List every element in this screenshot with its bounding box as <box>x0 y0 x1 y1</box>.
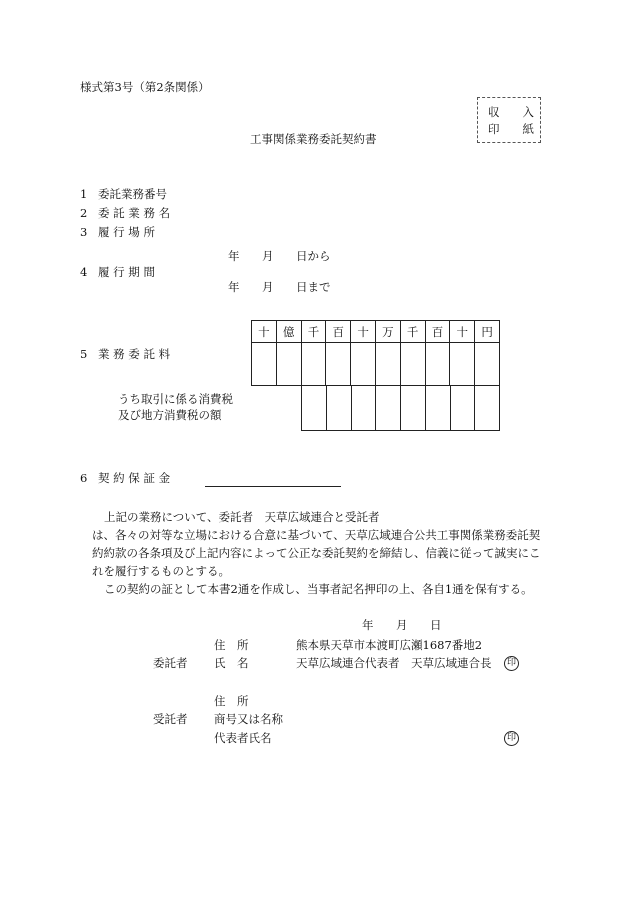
body-paragraph-4: れを履行するものとする。 <box>92 564 230 578</box>
fee-digit-cell[interactable] <box>425 343 450 386</box>
tax-digit-cell[interactable] <box>326 386 351 431</box>
guarantee-amount-line[interactable] <box>205 486 341 487</box>
fee-digit-cell[interactable] <box>351 343 376 386</box>
tax-digit-cell[interactable] <box>376 386 401 431</box>
consignee-seal-icon: 印 <box>504 731 519 746</box>
consignee-role: 受託者 <box>153 712 188 726</box>
body-paragraph-1: 上記の業務について、委託者 天草広域連合と受託者 <box>104 510 380 524</box>
consignor-address-label: 住 所 <box>214 638 249 652</box>
item-label-fee: 業 務 委 託 料 <box>98 347 171 361</box>
stamp-char: 入 <box>522 105 534 119</box>
fee-digit-cell[interactable] <box>301 343 326 386</box>
revenue-stamp-box <box>477 97 541 143</box>
body-paragraph-5: この契約の証として本書2通を作成し、当事者記名押印の上、各自1通を保有する。 <box>104 582 533 596</box>
consignor-role: 委託者 <box>153 656 188 670</box>
consignee-trade-name-label: 商号又は名称 <box>214 712 283 726</box>
unit-oku: 億 <box>276 321 301 343</box>
tax-label-line1: うち取引に係る消費税 <box>118 392 233 406</box>
tax-digit-cell[interactable] <box>302 386 327 431</box>
unit-ten: 十 <box>351 321 376 343</box>
unit-hundred: 百 <box>425 321 450 343</box>
fee-digit-cell[interactable] <box>326 343 351 386</box>
item-number: 5 <box>80 347 88 361</box>
item-label-contract-number: 委託業務番号 <box>98 187 167 201</box>
tax-digit-cell[interactable] <box>351 386 376 431</box>
fee-digit-cell[interactable] <box>450 343 475 386</box>
item-number: 4 <box>80 265 88 279</box>
item-label-period: 履 行 期 間 <box>98 265 155 279</box>
unit-ten-billion: 十 <box>252 321 277 343</box>
stamp-char: 収 <box>488 105 500 119</box>
consignor-address: 熊本県天草市本渡町広瀬1687番地2 <box>296 638 483 652</box>
item-label-guarantee: 契 約 保 証 金 <box>98 471 171 485</box>
period-from-day: 日から <box>296 249 331 263</box>
tax-amount-grid <box>301 385 500 431</box>
period-to-month: 月 <box>262 280 274 294</box>
tax-label-line2: 及び地方消費税の額 <box>118 408 222 422</box>
unit-man: 万 <box>375 321 400 343</box>
consignor-name-label: 氏 名 <box>214 656 249 670</box>
fee-digit-cell[interactable] <box>375 343 400 386</box>
fee-digit-cell[interactable] <box>252 343 277 386</box>
unit-thousand: 千 <box>400 321 425 343</box>
document-title: 工事関係業務委託契約書 <box>250 132 377 146</box>
fee-amount-grid <box>251 320 500 386</box>
item-number: 3 <box>80 225 88 239</box>
stamp-char: 紙 <box>522 122 534 136</box>
item-number: 2 <box>80 206 88 220</box>
period-to-year: 年 <box>228 280 240 294</box>
body-paragraph-3: 約約款の各条項及び上記内容によって公正な委託契約を締結し、信義に従って誠実にこ <box>92 546 541 560</box>
period-from-year: 年 <box>228 249 240 263</box>
fee-digit-cell[interactable] <box>400 343 425 386</box>
tax-digit-cell[interactable] <box>450 386 475 431</box>
unit-hundred: 百 <box>326 321 351 343</box>
date-year: 年 <box>362 618 374 632</box>
body-paragraph-2: は、各々の対等な立場における合意に基づいて、天草広域連合公共工事関係業務委託契 <box>92 528 541 542</box>
item-label-task-name: 委 託 業 務 名 <box>98 206 171 220</box>
date-day: 日 <box>430 618 442 632</box>
consignee-address-label: 住 所 <box>214 694 249 708</box>
date-month: 月 <box>396 618 408 632</box>
unit-ten: 十 <box>450 321 475 343</box>
fee-digit-cell[interactable] <box>475 343 500 386</box>
unit-thousand: 千 <box>301 321 326 343</box>
item-number: 1 <box>80 187 88 201</box>
unit-yen: 円 <box>475 321 500 343</box>
tax-digit-cell[interactable] <box>475 386 500 431</box>
tax-digit-cell[interactable] <box>401 386 426 431</box>
item-number: 6 <box>80 471 88 485</box>
tax-digit-cell[interactable] <box>425 386 450 431</box>
consignor-seal-icon: 印 <box>504 656 519 671</box>
consignee-representative-label: 代表者氏名 <box>214 731 272 745</box>
form-number: 様式第3号（第2条関係） <box>80 80 210 94</box>
fee-digit-cell[interactable] <box>276 343 301 386</box>
period-from-month: 月 <box>262 249 274 263</box>
consignor-name: 天草広域連合代表者 天草広域連合長 <box>296 656 492 670</box>
stamp-char: 印 <box>488 122 500 136</box>
period-to-day: 日まで <box>296 280 331 294</box>
item-label-location: 履 行 場 所 <box>98 225 155 239</box>
